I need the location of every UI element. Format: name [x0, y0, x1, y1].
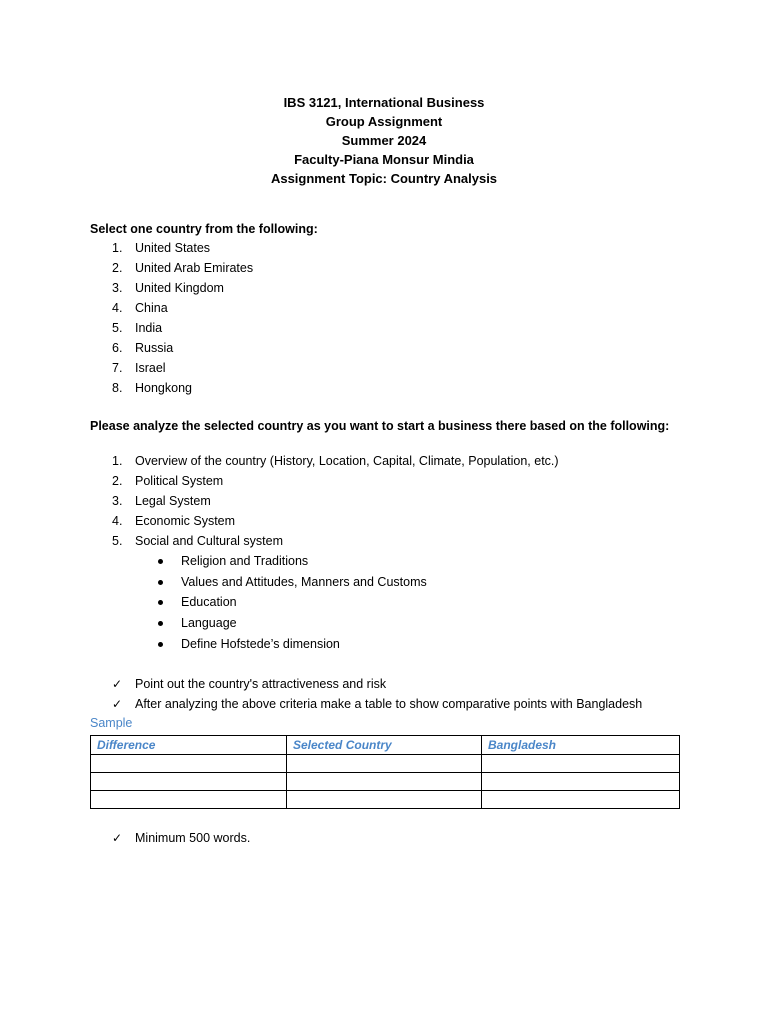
analysis-item	[0, 511, 768, 531]
sub-item	[0, 551, 768, 572]
list-item-number: 2.	[112, 474, 123, 488]
bullet-icon	[158, 642, 163, 647]
list-item-label: Language	[181, 616, 237, 631]
term: Summer 2024	[341, 133, 427, 148]
column-header-bangladesh: Bangladesh	[482, 736, 680, 755]
country-list	[0, 238, 768, 398]
checklist-item	[0, 694, 768, 714]
sample-label: Sample	[90, 716, 133, 730]
list-item-label: India	[135, 321, 163, 335]
list-item-label: Define Hofstede’s dimension	[181, 636, 340, 651]
list-item-number: 1.	[112, 454, 123, 468]
country-item	[0, 378, 768, 398]
list-item-number: 3.	[112, 494, 123, 508]
list-item-label: Overview of the country (History, Location, Capital, Climate, Population, etc.)	[135, 454, 559, 468]
list-item-number: 2.	[112, 261, 123, 275]
bullet-icon	[158, 600, 163, 605]
table-cell	[91, 755, 287, 773]
faculty: Faculty-Piana Monsur Mindia	[294, 152, 474, 167]
sub-item	[0, 613, 768, 634]
country-item	[0, 298, 768, 318]
bullet-icon	[158, 559, 163, 564]
country-item	[0, 238, 768, 258]
analysis-list	[0, 451, 768, 551]
document-header	[0, 93, 768, 188]
list-item-number: 5.	[112, 534, 123, 548]
country-item	[0, 318, 768, 338]
country-item	[0, 338, 768, 358]
checklist-item	[0, 674, 768, 694]
list-item-label: Israel	[135, 361, 166, 375]
table-header-row	[91, 736, 680, 755]
list-item-number: 1.	[112, 241, 123, 255]
checkmark-icon: ✓	[112, 831, 123, 845]
list-item-label: Religion and Traditions	[181, 554, 309, 568]
list-item-label: After analyzing the above criteria make a table to show comparative points with Bangladesh	[135, 697, 643, 711]
table-row	[91, 755, 680, 773]
sub-item	[0, 592, 768, 613]
column-header-difference: Difference	[91, 736, 287, 755]
analysis-heading: Please analyze the selected country as you want to start a business there based on the following:	[90, 419, 670, 433]
list-item-label: Point out the country's attractiveness and risk	[135, 677, 387, 691]
table-cell	[482, 791, 680, 809]
table-cell	[287, 755, 482, 773]
analysis-item	[0, 451, 768, 471]
list-item-label: Social and Cultural system	[135, 534, 283, 548]
country-item	[0, 358, 768, 378]
list-item-label: Hongkong	[135, 381, 192, 395]
comparison-table	[90, 735, 680, 809]
list-item-label: Economic System	[135, 514, 236, 528]
list-item-label: Political System	[135, 474, 224, 488]
list-item	[0, 828, 768, 848]
list-item-number: 6.	[112, 341, 123, 355]
social-cultural-sublist	[0, 551, 768, 654]
checkmark-icon: ✓	[112, 697, 123, 711]
country-item	[0, 278, 768, 298]
list-item-number: 5.	[112, 321, 123, 335]
list-item-label: United States	[135, 241, 211, 255]
assignment-type: Group Assignment	[325, 114, 443, 129]
analysis-item	[0, 531, 768, 551]
checkmark-icon: ✓	[112, 677, 123, 691]
table-cell	[91, 791, 287, 809]
table-cell	[287, 773, 482, 791]
list-item-label: United Arab Emirates	[135, 261, 254, 275]
bullet-icon	[158, 621, 163, 626]
table-row	[91, 791, 680, 809]
list-item-number: 4.	[112, 301, 123, 315]
analysis-item	[0, 491, 768, 511]
table-cell	[287, 791, 482, 809]
list-item-label: China	[135, 301, 168, 315]
country-selection-heading: Select one country from the following:	[90, 222, 318, 236]
analysis-item	[0, 471, 768, 491]
course-title: IBS 3121, International Business	[283, 95, 485, 110]
final-checklist	[0, 828, 768, 848]
list-item-label: Values and Attitudes, Manners and Customs	[181, 574, 427, 589]
column-header-selected-country: Selected Country	[287, 736, 482, 755]
sub-item	[0, 634, 768, 655]
list-item-number: 3.	[112, 281, 123, 295]
table-row	[91, 773, 680, 791]
list-item-number: 4.	[112, 514, 123, 528]
list-item-number: 8.	[112, 381, 123, 395]
table-cell	[482, 773, 680, 791]
list-item-label: United Kingdom	[135, 281, 224, 295]
bullet-icon	[158, 580, 163, 585]
sub-item	[0, 572, 768, 593]
list-item-label: Russia	[135, 341, 174, 355]
list-item-label: Education	[181, 595, 237, 610]
table-cell	[91, 773, 287, 791]
checklist	[0, 674, 768, 714]
list-item-label: Legal System	[135, 494, 211, 508]
table-cell	[482, 755, 680, 773]
list-item-label: Minimum 500 words.	[135, 831, 251, 845]
country-item	[0, 258, 768, 278]
assignment-topic: Assignment Topic: Country Analysis	[270, 171, 498, 186]
list-item-number: 7.	[112, 361, 123, 375]
